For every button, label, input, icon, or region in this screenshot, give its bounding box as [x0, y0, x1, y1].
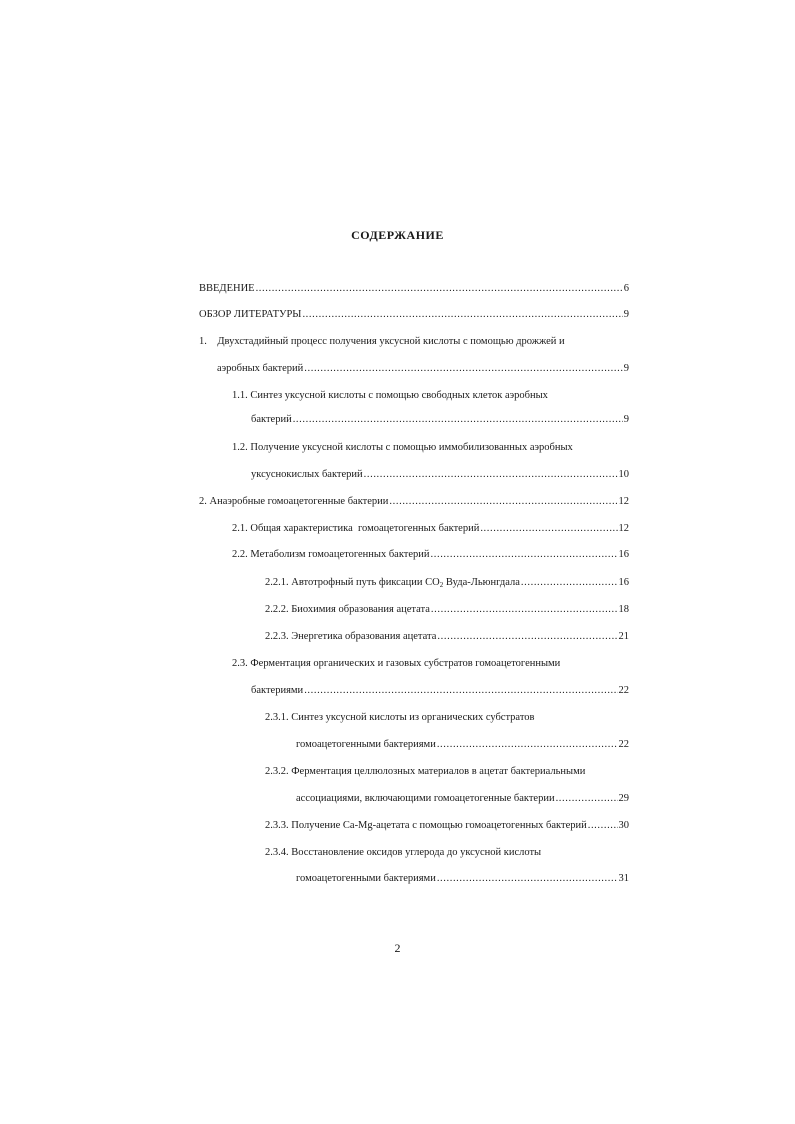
toc-entry-page: 9: [623, 363, 629, 374]
toc-entry-text: 2.2.2. Биохимия образования ацетата: [265, 604, 430, 615]
toc-entry-text: 2.2.3. Энергетика образования ацетата: [265, 631, 437, 642]
toc-entry-text: ассоциациями, включающими гомоацетогенные бактерии: [296, 793, 555, 804]
toc-entry[interactable]: [265, 630, 629, 643]
toc-entry-page: 6: [623, 283, 629, 294]
toc-entry[interactable]: [199, 282, 629, 295]
toc-entry-page: 16: [618, 577, 629, 588]
toc-entry-text: 2.3.3. Получение Ca-Mg-ацетата с помощью гомоацетогенных бактерий: [265, 820, 587, 831]
toc-entry-text[interactable]: 1. Двухстадийный процесс получения уксусной кислоты с помощью дрожжей и: [199, 336, 565, 347]
toc-entry-text: 2. Анаэробные гомоацетогенные бактерии: [199, 496, 389, 507]
toc-entry-text: 2.2. Метаболизм гомоацетогенных бактерий: [232, 549, 430, 560]
toc-entry-text: бактерий: [251, 414, 292, 425]
toc-entry-text: бактериями: [251, 685, 304, 696]
toc-entry[interactable]: [232, 548, 629, 561]
toc-entry-page: 22: [618, 685, 629, 696]
toc-entry[interactable]: [265, 819, 629, 832]
toc-entry[interactable]: [251, 468, 629, 481]
toc-entry-text: уксуснокислых бактерий: [251, 469, 363, 480]
toc-entry-page: 22: [618, 739, 629, 750]
toc-entry-page: 29: [618, 793, 629, 804]
toc-entry[interactable]: [296, 738, 629, 751]
toc-leader-dots: [431, 603, 618, 616]
toc-entry-page: 9: [623, 309, 629, 320]
subscript: 2: [439, 581, 444, 589]
toc-entry-text[interactable]: 1.2. Получение уксусной кислоты с помощью иммобилизованных аэробных: [232, 442, 573, 453]
toc-entry-page: 10: [618, 469, 629, 480]
toc-entry-text: 2.1. Общая характеристика гомоацетогенных бактерий: [232, 523, 480, 534]
toc-leader-dots: [556, 792, 618, 805]
toc-leader-dots: [364, 468, 618, 481]
toc-entry-page: 16: [618, 549, 629, 560]
toc-entry-text: [265, 576, 520, 589]
toc-entry-text[interactable]: 1.1. Синтез уксусной кислоты с помощью свободных клеток аэробных: [232, 390, 548, 401]
toc-leader-dots: [389, 495, 617, 508]
toc-entry-text-part: Вуда-Льюнгдала: [443, 577, 520, 588]
toc-leader-dots: [304, 362, 622, 375]
toc-leader-dots: [256, 282, 623, 295]
toc-leader-dots: [437, 630, 617, 643]
toc-leader-dots: [480, 522, 617, 535]
toc-entry-text: ОБЗОР ЛИТЕРАТУРЫ: [199, 309, 302, 320]
toc-entry-text: ВВЕДЕНИЕ: [199, 283, 255, 294]
toc-leader-dots: [293, 413, 623, 426]
toc-entry-text[interactable]: 2.3.2. Ферментация целлюлозных материалов в ацетат бактериальными: [265, 766, 586, 777]
toc-entry-page: 12: [618, 496, 629, 507]
toc-entry[interactable]: [199, 308, 629, 321]
page-title: СОДЕРЖАНИЕ: [351, 228, 444, 242]
toc-entry-page: 12: [618, 523, 629, 534]
toc-leader-dots: [588, 819, 618, 832]
toc-entry-page: 9: [623, 414, 629, 425]
toc-entry-text-part: 2.2.1. Автотрофный путь фиксации CO: [265, 577, 440, 588]
toc-entry-text[interactable]: 2.3.1. Синтез уксусной кислоты из органических субстратов: [265, 712, 535, 723]
toc-entry[interactable]: [217, 362, 629, 375]
toc-leader-dots: [437, 738, 618, 751]
toc-entry[interactable]: [251, 684, 629, 697]
toc-entry-text: гомоацетогенными бактериями: [296, 873, 436, 884]
toc-entry-page: 31: [618, 873, 629, 884]
toc-leader-dots: [302, 308, 622, 321]
toc-entry-page: 21: [618, 631, 629, 642]
toc-entry-page: 18: [618, 604, 629, 615]
toc-entry-page: 30: [618, 820, 629, 831]
toc-leader-dots: [304, 684, 617, 697]
toc-entry[interactable]: [251, 413, 629, 426]
page-number: 2: [394, 941, 401, 955]
toc-leader-dots: [431, 548, 618, 561]
toc-entry[interactable]: [265, 603, 629, 616]
toc-entry[interactable]: [199, 495, 629, 508]
toc-entry[interactable]: [232, 522, 629, 535]
toc-entry-text[interactable]: 2.3.4. Восстановление оксидов углерода до уксусной кислоты: [265, 847, 542, 858]
toc-entry[interactable]: [296, 872, 629, 885]
toc-entry[interactable]: [296, 792, 629, 805]
toc-entry-text: аэробных бактерий: [217, 363, 304, 374]
toc-entry[interactable]: [265, 576, 629, 589]
toc-leader-dots: [437, 872, 618, 885]
toc-entry-text[interactable]: 2.3. Ферментация органических и газовых субстратов гомоацетогенными: [232, 658, 561, 669]
toc-leader-dots: [521, 576, 618, 589]
toc-entry-text: гомоацетогенными бактериями: [296, 739, 436, 750]
